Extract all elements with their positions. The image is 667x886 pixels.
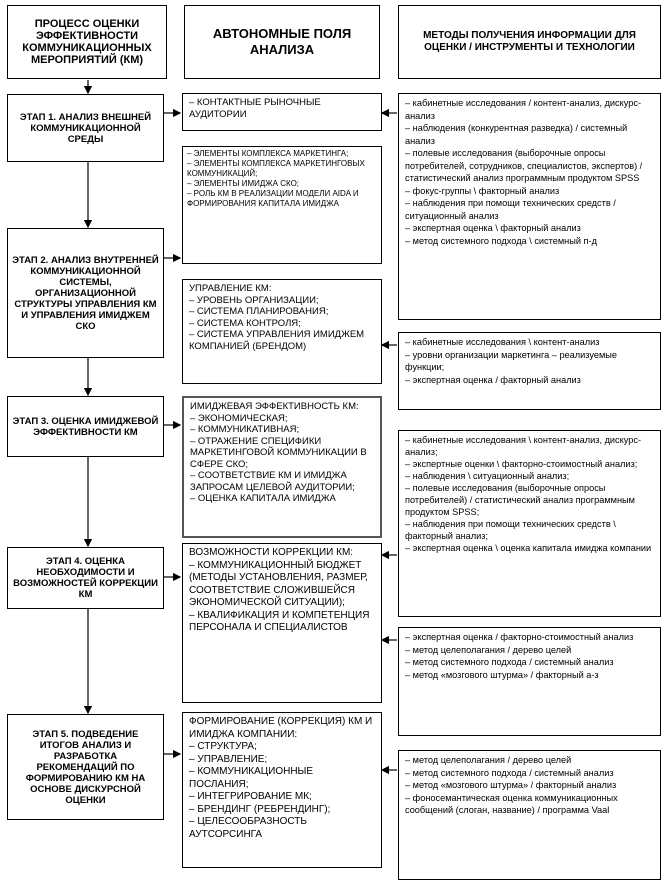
methods-1-item: – фокус-группы \ факторный анализ (405, 185, 560, 196)
field-3-title: УПРАВЛЕНИЕ КМ: (189, 283, 272, 294)
field-5-item: – КОММУНИКАЦИОННЫЙ БЮДЖЕТ (МЕТОДЫ УСТАНОВЛЕНИЯ, РАЗМЕР, СООТВЕТСТВИЕ СЛОЖИВШЕЙСЯ ЭКОНОМИЧЕСКОЙ СИТУАЦИИ); (189, 559, 368, 608)
methods-3-item: – экспертная оценка \ оценка капитала имиджа компании (405, 543, 652, 553)
field-6-item: – БРЕНДИНГ (РЕБРЕНДИНГ); (189, 803, 331, 815)
field-4-item: – ОЦЕНКА КАПИТАЛА ИМИДЖА (190, 493, 336, 504)
methods-5-item: – метод системного подхода / системный анализ (405, 767, 614, 778)
header-process-text: ПРОЦЕСС ОЦЕНКИ ЭФФЕКТИВНОСТИ КОММУНИКАЦИОННЫХ МЕРОПРИЯТИЙ (КМ) (22, 18, 152, 66)
field-1-item: – КОНТАКТНЫЕ РЫНОЧНЫЕ АУДИТОРИИ (189, 97, 321, 120)
methods-1-item: – экспертная оценка \ факторный анализ (405, 223, 581, 233)
methods-2-item: – уровни организации маркетинга – реализуемые функции; (405, 349, 618, 372)
methods-4-item: – метод «мозгового штурма» / факторный а-з (405, 669, 599, 680)
methods-2-item: – кабинетные исследования \ контент-анализ (405, 337, 600, 347)
stage-5 (7, 714, 164, 820)
field-5 (182, 543, 382, 703)
field-2-item: – ЭЛЕМЕНТЫ КОМПЛЕКСА МАРКЕТИНГА; (187, 149, 349, 158)
field-2-item: – ЭЛЕМЕНТЫ ИМИДЖА СКО; (187, 179, 300, 188)
field-4-item: – ОТРАЖЕНИЕ СПЕЦИФИКИ МАРКЕТИНГОВОЙ КОММУНИКАЦИИ В СФЕРЕ СКО; (190, 435, 367, 470)
methods-1-item: – наблюдения (конкурентная разведка) / системный анализ (405, 123, 628, 146)
methods-3-item: – наблюдения \ ситуационный анализ; (405, 471, 570, 481)
field-2-item: – ЭЛЕМЕНТЫ КОМПЛЕКСА МАРКЕТИНГОВЫХ КОММУНИКАЦИЙ; (187, 159, 365, 178)
header-process (7, 5, 167, 79)
methods-3-item: – наблюдения при помощи технических средств \ факторный анализ; (405, 519, 616, 541)
methods-4-item: – метод целеполагания / дерево целей (405, 644, 572, 655)
stage-4 (7, 547, 164, 609)
stage-3-label: ЭТАП 3. ОЦЕНКА ИМИДЖЕВОЙ ЭФФЕКТИВНОСТИ КМ (12, 415, 159, 438)
stage-5-label: ЭТАП 5. ПОДВЕДЕНИЕ ИТОГОВ АНАЛИЗ И РАЗРАБОТКА РЕКОМЕНДАЦИЙ ПО ФОРМИРОВАНИЮ КМ НА ОСНОВЕ ДИСКУРСНОЙ ОЦЕНКИ (25, 728, 146, 806)
methods-4-item: – экспертная оценка / факторно-стоимостный анализ (405, 632, 634, 642)
field-2 (182, 146, 382, 264)
field-3 (182, 279, 382, 384)
field-3-item: – СИСТЕМА КОНТРОЛЯ; (189, 317, 301, 329)
header-methods-text: МЕТОДЫ ПОЛУЧЕНИЯ ИНФОРМАЦИИ ДЛЯ ОЦЕНКИ / ИНСТРУМЕНТЫ И ТЕХНОЛОГИИ (423, 30, 636, 53)
methods-1 (398, 93, 661, 320)
field-4 (182, 396, 382, 538)
stage-1-label: ЭТАП 1. АНАЛИЗ ВНЕШНЕЙ КОММУНИКАЦИОННОЙ СРЕДЫ (19, 111, 152, 145)
field-4-item: – КОММУНИКАТИВНАЯ; (190, 424, 300, 435)
methods-3-item: – кабинетные исследования \ контент-анализ, дискурс-анализ; (405, 435, 642, 457)
field-2-item: – РОЛЬ КМ В РЕАЛИЗАЦИИ МОДЕЛИ AIDA И ФОРМИРОВАНИЯ КАПИТАЛА ИМИДЖА (187, 189, 359, 208)
field-6-title: ФОРМИРОВАНИЕ (КОРРЕКЦИЯ) КМ И ИМИДЖА КОМПАНИИ: (189, 716, 373, 740)
methods-1-item: – кабинетные исследования / контент-анализ, дискурс-анализ (405, 98, 642, 121)
methods-5-item: – фоносемантическая оценка коммуникационных сообщений (слоган, название) / программа Vaal (405, 792, 618, 815)
field-6 (182, 712, 382, 868)
methods-2 (398, 332, 661, 410)
field-6-item: – УПРАВЛЕНИЕ; (189, 753, 268, 765)
methods-3 (398, 430, 661, 617)
field-3-item: – СИСТЕМА ПЛАНИРОВАНИЯ; (189, 306, 329, 317)
methods-1-item: – наблюдения при помощи технических средств / ситуационный анализ (405, 198, 616, 221)
methods-4 (398, 627, 661, 736)
stage-3 (7, 396, 164, 457)
stage-2 (7, 228, 164, 358)
field-5-title: ВОЗМОЖНОСТИ КОРРЕКЦИИ КМ: (189, 547, 354, 558)
methods-3-item: – экспертные оценки \ факторно-стоимостный анализ; (405, 459, 638, 469)
field-3-item: – СИСТЕМА УПРАВЛЕНИЯ ИМИДЖЕМ КОМПАНИЕЙ (БРЕНДОМ) (189, 329, 365, 352)
field-4-item: – СООТВЕТСТВИЕ КМ И ИМИДЖА ЗАПРОСАМ ЦЕЛЕВОЙ АУДИТОРИИ; (190, 470, 355, 493)
field-6-item: – ИНТЕГРИРОВАНИЕ МК; (189, 791, 312, 802)
stage-1 (7, 94, 164, 162)
field-5-item: – КВАЛИФИКАЦИЯ И КОМПЕТЕНЦИЯ ПЕРСОНАЛА И СПЕЦИАЛИСТОВ (189, 609, 370, 633)
field-4-title: ИМИДЖЕВАЯ ЭФФЕКТИВНОСТЬ КМ: (190, 401, 359, 412)
field-6-item: – КОММУНИКАЦИОННЫЕ ПОСЛАНИЯ; (189, 766, 314, 790)
methods-4-item: – метод системного подхода / системный анализ (405, 657, 614, 667)
field-6-item: – ЦЕЛЕСООБРАЗНОСТЬ АУТСОРСИНГА (189, 816, 307, 840)
header-fields-text: АВТОНОМНЫЕ ПОЛЯ АНАЛИЗА (212, 26, 352, 57)
methods-5-item: – метод целеполагания / дерево целей (405, 755, 572, 765)
stage-4-label: ЭТАП 4. ОЦЕНКА НЕОБХОДИМОСТИ И ВОЗМОЖНОСТЕЙ КОРРЕКЦИИ КМ (13, 556, 158, 600)
methods-3-item: – полевые исследования (выборочные опросы потребителей) / статистический анализ программным продуктом SPSS; (405, 483, 635, 517)
stage-2-label: ЭТАП 2. АНАЛИЗ ВНУТРЕННЕЙ КОММУНИКАЦИОННОЙ СИСТЕМЫ, ОРГАНИЗАЦИОННОЙ СТРУКТУРЫ УПРАВЛЕНИЯ КМ И УПРАВЛЕНИЯ ИМИДЖЕМ СКО (12, 254, 159, 332)
methods-1-item: – полевые исследования (выборочные опросы потребителей, сотрудников, специалистов, экспертов) / статистический анализ программным продуктом SPSS (405, 148, 643, 183)
methods-1-item: – метод системного подхода \ системный п-д (405, 235, 597, 246)
field-6-item: – СТРУКТУРА; (189, 741, 257, 752)
methods-2-item: – экспертная оценка / факторный анализ (405, 374, 581, 385)
methods-5-item: – метод «мозгового штурма» / факторный анализ (405, 780, 617, 790)
field-3-item: – УРОВЕНЬ ОРГАНИЗАЦИИ; (189, 294, 319, 306)
header-fields (184, 5, 380, 79)
header-methods (398, 5, 661, 79)
methods-5 (398, 750, 661, 880)
field-4-item: – ЭКОНОМИЧЕСКАЯ; (190, 412, 288, 424)
field-1 (182, 93, 382, 131)
